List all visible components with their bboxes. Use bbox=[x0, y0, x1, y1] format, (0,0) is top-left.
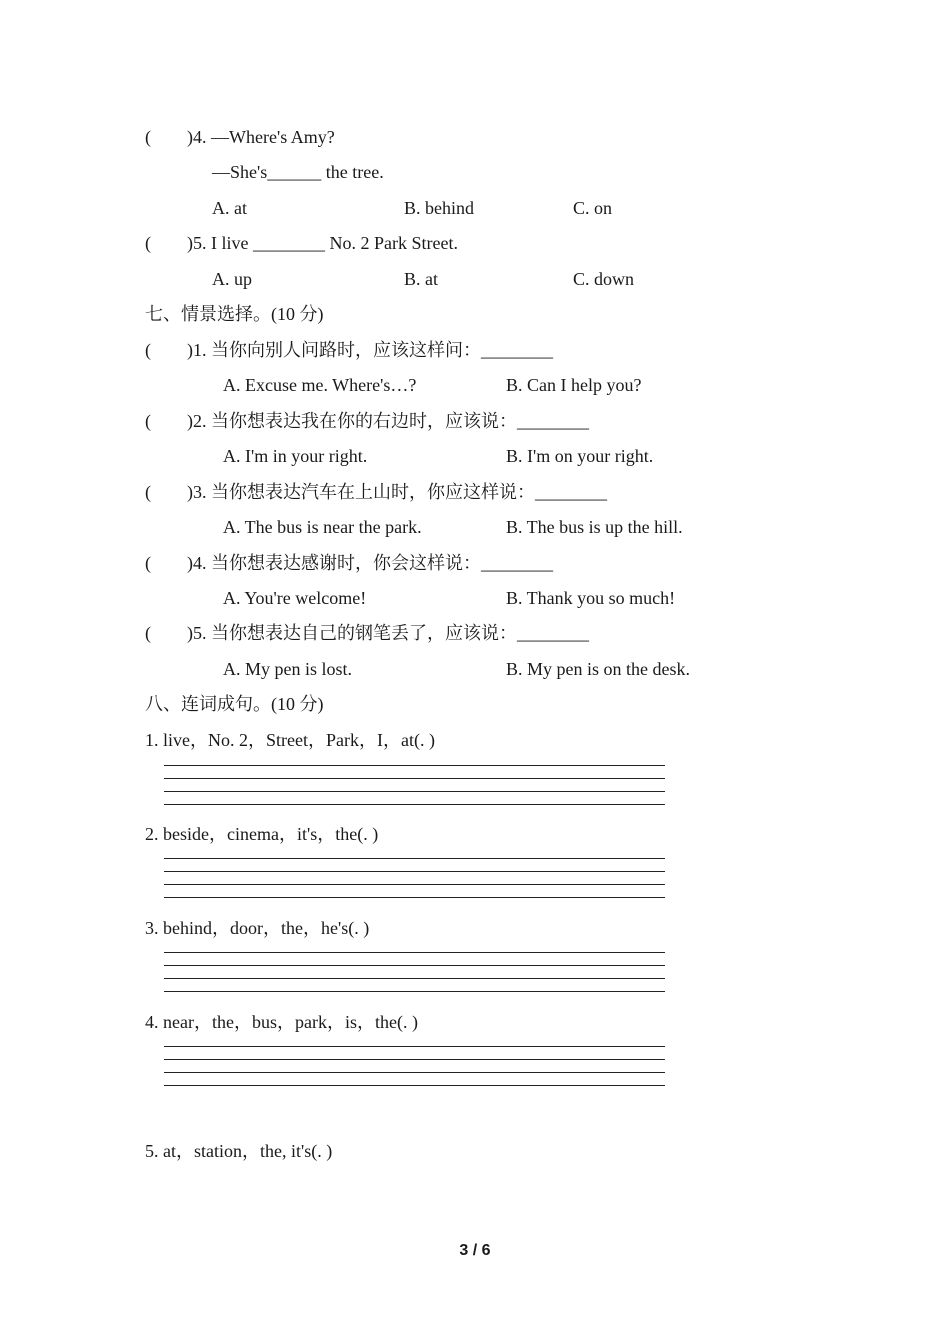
option-6-4-c: C. on bbox=[573, 198, 613, 218]
option-7-1-a: A. Excuse me. Where's…? bbox=[223, 375, 417, 395]
question-6-5: ( )5. I live ________ No. 2 Park Street. bbox=[145, 233, 458, 253]
writing-line bbox=[164, 804, 665, 805]
writing-line bbox=[164, 978, 665, 979]
question-6-4: ( )4. —Where's Amy? bbox=[145, 127, 335, 147]
writing-line bbox=[164, 991, 665, 992]
question-8-2: 2. beside，cinema，it's，the(. ) bbox=[145, 824, 379, 844]
question-8-3: 3. behind，door，the，he's(. ) bbox=[145, 918, 370, 938]
question-8-4: 4. near，the，bus，park，is，the(. ) bbox=[145, 1012, 418, 1032]
option-7-5-a: A. My pen is lost. bbox=[223, 659, 353, 679]
question-6-4-answer-line: —She's______ the tree. bbox=[212, 162, 384, 182]
option-7-3-b: B. The bus is up the hill. bbox=[506, 517, 683, 537]
writing-line bbox=[164, 897, 665, 898]
writing-line bbox=[164, 871, 665, 872]
option-7-3-a: A. The bus is near the park. bbox=[223, 517, 422, 537]
option-6-4-a: A. at bbox=[212, 198, 247, 218]
question-7-2: ( )2. 当你想表达我在你的右边时，应该说：________ bbox=[145, 411, 589, 431]
option-6-4-b: B. behind bbox=[404, 198, 474, 218]
option-6-5-a: A. up bbox=[212, 269, 252, 289]
writing-line bbox=[164, 1046, 665, 1047]
writing-line bbox=[164, 791, 665, 792]
section-7-heading: 七、情景选择。(10 分) bbox=[145, 304, 324, 324]
option-6-5-c: C. down bbox=[573, 269, 635, 289]
option-6-5-b: B. at bbox=[404, 269, 438, 289]
writing-line bbox=[164, 1085, 665, 1086]
question-8-1: 1. live，No. 2，Street，Park，I，at(. ) bbox=[145, 730, 435, 750]
question-7-3: ( )3. 当你想表达汽车在上山时，你应这样说：________ bbox=[145, 482, 607, 502]
page-number: 3 / 6 bbox=[459, 1242, 491, 1259]
writing-line bbox=[164, 778, 665, 779]
option-7-4-b: B. Thank you so much! bbox=[506, 588, 676, 608]
option-7-2-b: B. I'm on your right. bbox=[506, 446, 654, 466]
option-7-1-b: B. Can I help you? bbox=[506, 375, 642, 395]
writing-line bbox=[164, 1059, 665, 1060]
option-7-2-a: A. I'm in your right. bbox=[223, 446, 368, 466]
question-7-1: ( )1. 当你向别人问路时，应该这样问：________ bbox=[145, 340, 553, 360]
option-7-4-a: A. You're welcome! bbox=[223, 588, 367, 608]
question-7-4: ( )4. 当你想表达感谢时，你会这样说：________ bbox=[145, 553, 553, 573]
writing-line bbox=[164, 858, 665, 859]
writing-line bbox=[164, 765, 665, 766]
option-7-5-b: B. My pen is on the desk. bbox=[506, 659, 690, 679]
question-8-5: 5. at，station，the, it's(. ) bbox=[145, 1141, 333, 1161]
writing-line bbox=[164, 952, 665, 953]
question-7-5: ( )5. 当你想表达自己的钢笔丢了，应该说：________ bbox=[145, 623, 589, 643]
section-8-heading: 八、连词成句。(10 分) bbox=[145, 694, 324, 714]
writing-line bbox=[164, 884, 665, 885]
writing-line bbox=[164, 965, 665, 966]
writing-line bbox=[164, 1072, 665, 1073]
